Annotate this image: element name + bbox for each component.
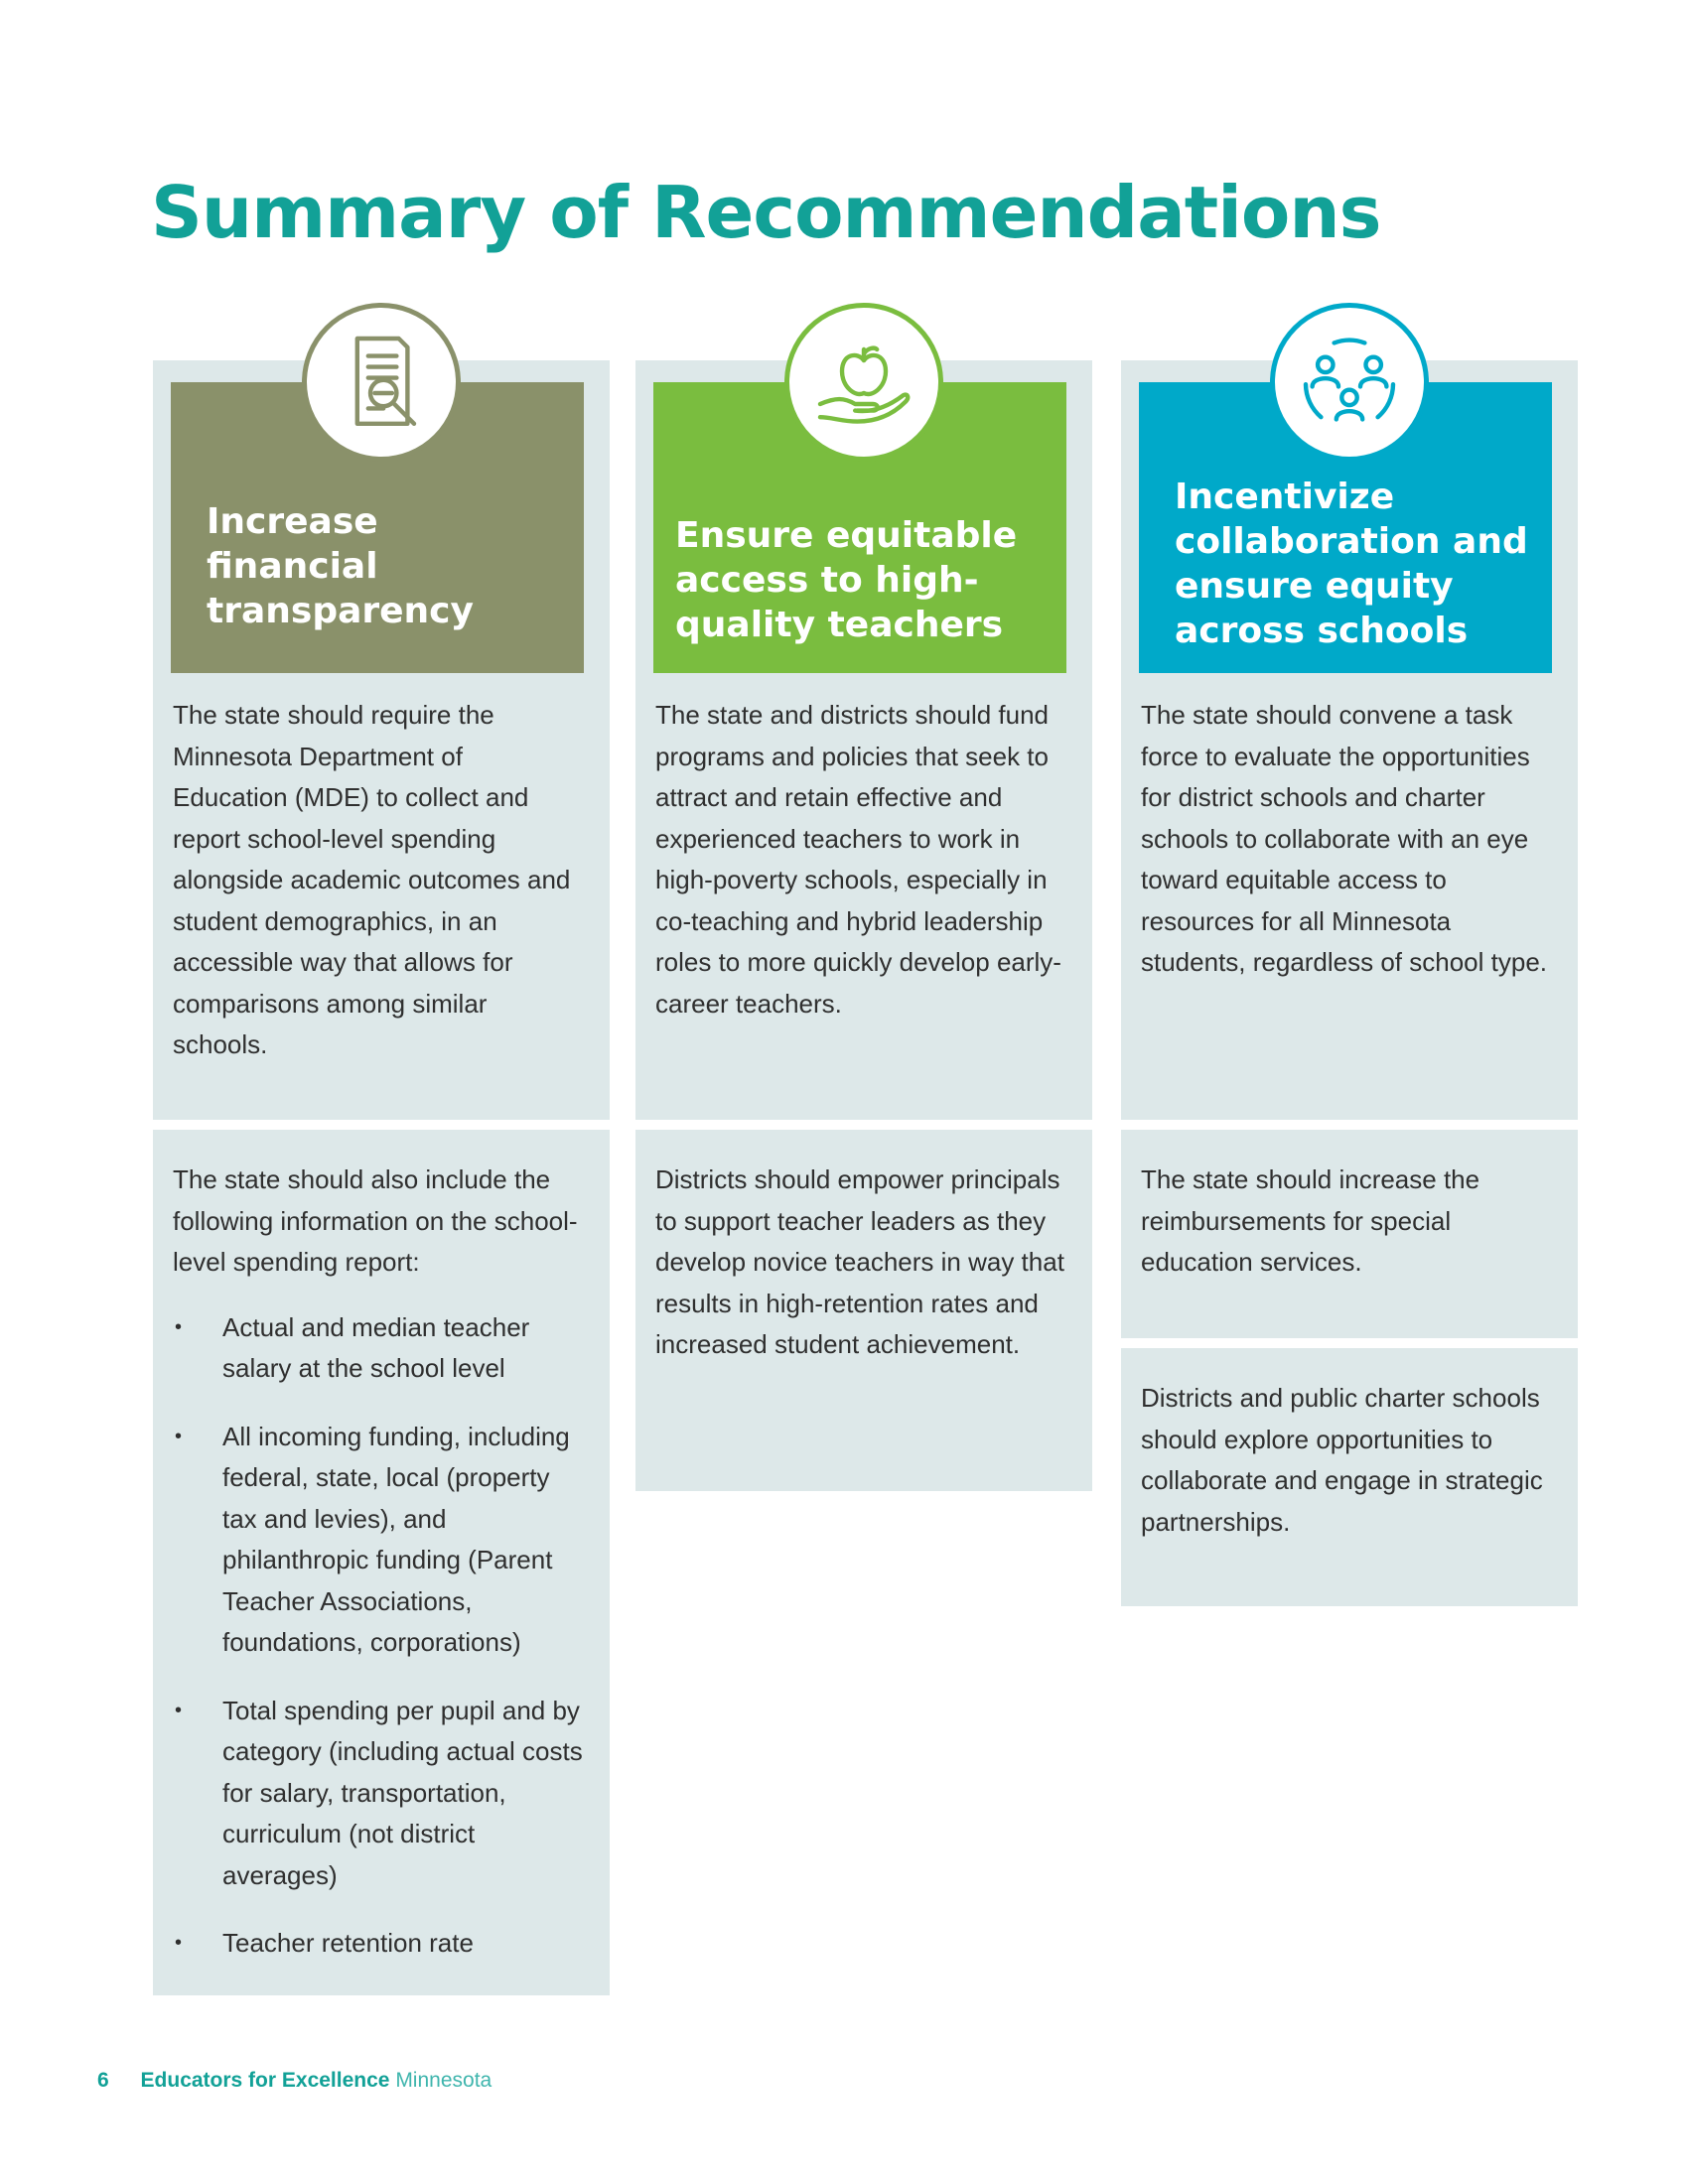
page-number: 6 <box>97 2069 109 2092</box>
list-item: • All incoming funding, including federal, state, local (property tax and levies), and philanthropic funding (Parent Teacher Associations, foundations, corporations) <box>173 1417 584 1664</box>
list-item: • Teacher retention rate <box>173 1923 584 1965</box>
apple-in-hand-icon <box>784 303 943 462</box>
recommendation-title: Incentivize collaboration and ensure equity across schools <box>1175 477 1528 651</box>
page-footer <box>97 2069 492 2093</box>
recommendation-text: The state should convene a task force to evaluate the opportunities for district schools and charter schools to collaborate with an eye toward equitable access to resources for all Minnesota students, regardless of school type. <box>1141 700 1548 977</box>
recommendation-text: The state should increase the reimbursements for special education services. <box>1141 1164 1480 1277</box>
recommendation-text: Districts should empower principals to support teacher leaders as they develop novice teachers in way that results in high-retention rates and increased student achievement. <box>655 1164 1064 1359</box>
recommendation-text: The state and districts should fund programs and policies that seek to attract and retain effective and experienced teachers to work in high-poverty schools, especially in co-teaching and hybrid leadership roles to more quickly develop early-career teachers. <box>655 700 1061 1019</box>
page-title: Summary of Recommendations <box>151 171 1381 254</box>
recommendation-title: Increase financial transparency <box>207 501 474 631</box>
list-item: • Actual and median teacher salary at the school level <box>173 1307 584 1390</box>
recommendation-detail <box>1141 1160 1552 1284</box>
recommendation-body <box>1141 695 1552 984</box>
people-circle-icon <box>1270 303 1429 462</box>
recommendation-title: Ensure equitable access to high-quality teachers <box>675 515 1018 645</box>
recommendation-body <box>173 695 584 1066</box>
recommendation-text: The state should require the Minnesota Department of Education (MDE) to collect and report school-level spending alongside academic outcomes and student demographics, in an accessible way that allows for comparisons among similar schools. <box>173 700 571 1059</box>
document-magnifier-icon <box>302 303 461 462</box>
recommendation-body <box>655 695 1066 1024</box>
recommendation-detail <box>173 1160 584 1991</box>
footer-org-name: Educators for Excellence <box>140 2069 390 2092</box>
list-item: • Total spending per pupil and by category (including actual costs for salary, transportation, curriculum (not district averages) <box>173 1691 584 1897</box>
bullet-list <box>173 1307 584 1965</box>
recommendation-detail <box>1141 1378 1552 1543</box>
footer-region: Minnesota <box>395 2069 492 2092</box>
recommendation-text: The state should also include the following information on the school-level spending report: <box>173 1164 578 1277</box>
recommendation-detail <box>655 1160 1066 1366</box>
recommendation-text: Districts and public charter schools should explore opportunities to collaborate and engage in strategic partnerships. <box>1141 1383 1543 1537</box>
